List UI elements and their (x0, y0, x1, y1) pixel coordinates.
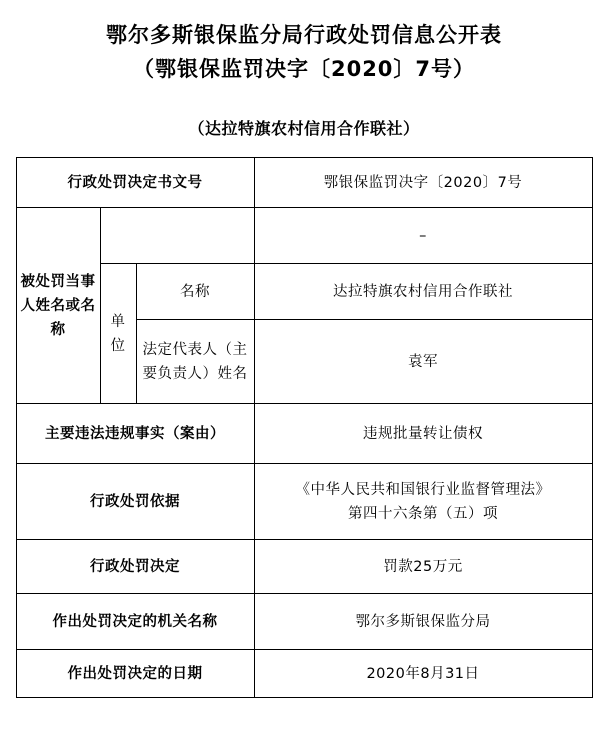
basis-label: 行政处罚依据 (16, 464, 254, 540)
table-row (16, 464, 592, 540)
unit-label: 单位 (100, 264, 136, 404)
table-row (16, 208, 592, 264)
party-individual-cell (100, 208, 254, 264)
decision-value: 罚款25万元 (254, 540, 592, 594)
date-label: 作出处罚决定的日期 (16, 650, 254, 698)
fact-label: 主要违法违规事实（案由） (16, 404, 254, 464)
fact-value: 违规批量转让债权 (254, 404, 592, 464)
decision-label: 行政处罚决定 (16, 540, 254, 594)
party-individual-value: – (254, 208, 592, 264)
table-row (16, 264, 592, 320)
table-row (16, 540, 592, 594)
table-row (16, 158, 592, 208)
document-subtitle: （达拉特旗农村信用合作联社） (188, 119, 420, 138)
organ-value: 鄂尔多斯银保监分局 (254, 594, 592, 650)
organ-label: 作出处罚决定的机关名称 (16, 594, 254, 650)
unit-name-label: 名称 (136, 264, 254, 320)
party-label: 被处罚当事人姓名或名称 (16, 208, 100, 404)
table-row (16, 404, 592, 464)
document-title (0, 0, 608, 86)
basis-value (254, 464, 592, 540)
legal-rep-label: 法定代表人（主要负责人）姓名 (136, 320, 254, 404)
date-value: 2020年8月31日 (254, 650, 592, 698)
doc-number-value: 鄂银保监罚决字〔2020〕7号 (254, 158, 592, 208)
legal-rep-value: 袁军 (254, 320, 592, 404)
title-line-2: （鄂银保监罚决字〔2020〕7号） (132, 57, 476, 81)
table-row (16, 594, 592, 650)
basis-value-line-1: 《中华人民共和国银行业监督管理法》 (295, 481, 551, 498)
title-line-1: 鄂尔多斯银保监分局行政处罚信息公开表 (106, 23, 502, 47)
table-row (16, 650, 592, 698)
doc-number-label: 行政处罚决定书文号 (16, 158, 254, 208)
penalty-info-table (16, 157, 593, 698)
basis-value-line-2: 第四十六条第（五）项 (348, 505, 498, 522)
unit-name-value: 达拉特旗农村信用合作联社 (254, 264, 592, 320)
